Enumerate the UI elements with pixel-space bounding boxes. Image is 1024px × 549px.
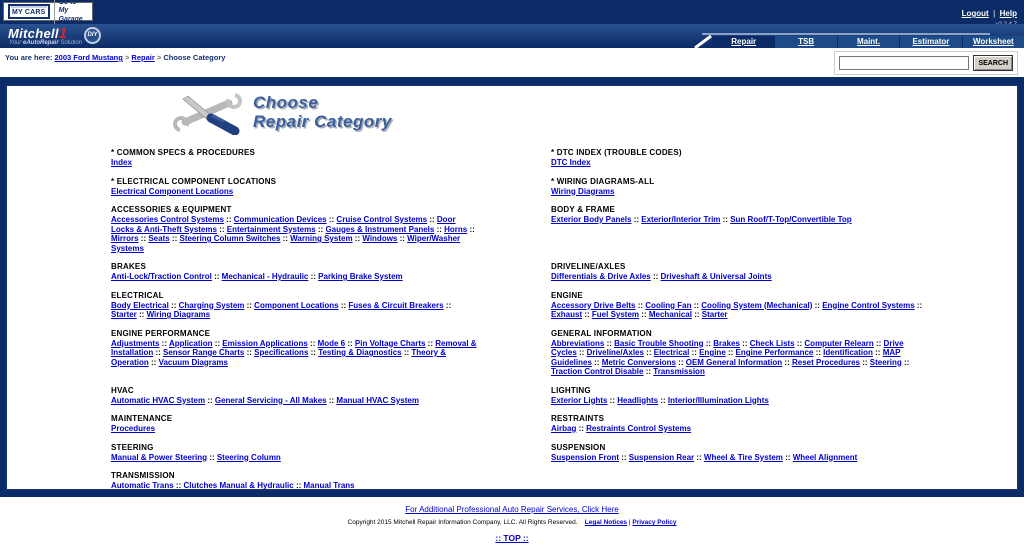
breadcrumb-current: Choose Category bbox=[163, 53, 226, 62]
category-link[interactable]: Specifications bbox=[254, 348, 309, 357]
category-cell bbox=[111, 471, 479, 491]
mitchell1-logo: Mitchell1 bbox=[8, 25, 68, 42]
link-separator: :: bbox=[901, 357, 910, 367]
category-link[interactable]: Door Locks & Anti-Theft Systems bbox=[111, 215, 456, 234]
category-link[interactable]: Accessories Control Systems bbox=[111, 215, 224, 224]
link-separator: :: bbox=[860, 357, 870, 367]
category-link[interactable]: Differentials & Drive Axles bbox=[551, 272, 651, 281]
category-table bbox=[111, 148, 1017, 491]
category-cell bbox=[551, 262, 923, 282]
category-link[interactable]: Exhaust bbox=[551, 310, 583, 319]
link-separator: :: bbox=[138, 234, 149, 243]
category-cell bbox=[551, 205, 923, 253]
session-divider: | bbox=[993, 9, 996, 18]
category-link[interactable]: Manual HVAC System bbox=[336, 395, 419, 405]
link-separator: :: bbox=[169, 234, 180, 243]
link-separator: :: bbox=[691, 310, 702, 319]
tab-tsb[interactable]: TSB bbox=[774, 36, 836, 48]
link-separator: :: bbox=[812, 300, 823, 310]
category-heading: ELECTRICAL bbox=[111, 290, 164, 300]
category-link[interactable]: Starter bbox=[701, 310, 728, 319]
category-link[interactable]: Wiring Diagrams bbox=[146, 310, 211, 319]
tab-estimator[interactable]: Estimator bbox=[899, 36, 961, 48]
category-heading: LIGHTING bbox=[551, 385, 591, 395]
category-links bbox=[551, 301, 923, 320]
category-cell bbox=[551, 177, 923, 197]
my-garage-button[interactable] bbox=[3, 2, 93, 21]
category-links bbox=[111, 301, 479, 320]
category-cell bbox=[111, 291, 479, 320]
link-separator: :: bbox=[914, 300, 923, 310]
category-link[interactable]: Transmission bbox=[653, 367, 705, 376]
category-link[interactable]: Headlights bbox=[617, 395, 659, 405]
category-link[interactable]: Reset Procedures bbox=[791, 357, 860, 367]
go-to-garage-label: Go to My Garage bbox=[54, 0, 88, 24]
category-link[interactable]: Suspension Front bbox=[551, 452, 619, 462]
link-separator: :: bbox=[794, 338, 805, 348]
my-cars-plate-icon: MY CARS bbox=[8, 4, 50, 19]
category-heading: STEERING bbox=[111, 442, 154, 452]
category-heading: ENGINE bbox=[551, 290, 583, 300]
category-row bbox=[111, 177, 1017, 206]
category-link[interactable]: Wheel Alignment bbox=[792, 452, 858, 462]
breadcrumb-strip bbox=[0, 48, 1024, 77]
category-link[interactable]: Anti-Lock/Traction Control bbox=[111, 272, 212, 281]
link-separator: :: bbox=[280, 234, 291, 243]
link-separator: :: bbox=[397, 234, 408, 243]
category-cell bbox=[551, 329, 923, 377]
link-separator: :: bbox=[576, 348, 587, 357]
category-links bbox=[111, 339, 479, 368]
category-link[interactable]: Wiring Diagrams bbox=[551, 186, 615, 196]
link-separator: :: bbox=[425, 338, 436, 348]
category-link[interactable]: Fuel System bbox=[591, 310, 640, 319]
link-separator: :: bbox=[326, 395, 337, 405]
category-heading: TRANSMISSION bbox=[111, 471, 175, 480]
category-cell bbox=[551, 386, 923, 406]
link-separator: :: bbox=[159, 338, 169, 348]
category-links bbox=[551, 339, 923, 377]
category-heading: * COMMON SPECS & PROCEDURES bbox=[111, 148, 256, 157]
link-separator: :: bbox=[607, 395, 618, 405]
category-links bbox=[551, 424, 923, 434]
category-link[interactable]: Testing & Diagnostics bbox=[318, 348, 402, 357]
category-link[interactable]: Clutches Manual & Hydraulic bbox=[183, 481, 294, 490]
category-links bbox=[551, 158, 923, 168]
link-separator: :: bbox=[153, 348, 164, 357]
tools-icon bbox=[173, 91, 243, 135]
category-row bbox=[111, 291, 1017, 329]
link-separator: :: bbox=[720, 215, 731, 224]
category-link[interactable]: Warning System bbox=[290, 234, 353, 243]
category-row bbox=[111, 205, 1017, 262]
link-separator: :: bbox=[643, 367, 654, 376]
category-heading: * DTC INDEX (TROUBLE CODES) bbox=[551, 148, 682, 157]
top-anchor-link[interactable]: :: TOP :: bbox=[495, 533, 529, 543]
category-heading: SUSPENSION bbox=[551, 442, 606, 452]
professional-services-link[interactable]: For Additional Professional Auto Repair Services, Click Here bbox=[405, 505, 619, 514]
link-separator: :: bbox=[168, 300, 179, 310]
search-button[interactable]: SEARCH bbox=[973, 55, 1013, 71]
link-separator: :: bbox=[813, 348, 824, 357]
category-link[interactable]: Wheel & Tire System bbox=[703, 452, 783, 462]
link-separator: :: bbox=[658, 395, 668, 405]
link-separator: :: bbox=[401, 348, 412, 357]
breadcrumb-prefix: You are here: bbox=[5, 53, 53, 62]
category-link[interactable]: Sun Roof/T-Top/Convertible Top bbox=[730, 215, 852, 224]
category-links bbox=[111, 215, 479, 253]
category-link[interactable]: Mechanical bbox=[648, 310, 692, 319]
category-cell bbox=[551, 414, 923, 434]
category-links bbox=[111, 272, 479, 282]
category-link[interactable]: Parking Brake System bbox=[318, 272, 403, 281]
link-separator: :: bbox=[782, 452, 793, 462]
category-cell bbox=[111, 177, 479, 197]
logo-one: 1 bbox=[58, 25, 68, 42]
link-separator: :: bbox=[782, 357, 792, 367]
title-banner bbox=[7, 86, 1017, 136]
category-cell bbox=[111, 205, 479, 253]
category-link[interactable]: Starter bbox=[111, 310, 137, 319]
category-link[interactable]: Mechanical - Hydraulic bbox=[221, 272, 309, 281]
category-links bbox=[111, 158, 479, 168]
link-separator: :: bbox=[739, 338, 750, 348]
link-separator: :: bbox=[576, 424, 587, 433]
link-separator: :: bbox=[148, 357, 159, 367]
link-separator: :: bbox=[631, 215, 642, 224]
category-links bbox=[111, 424, 479, 434]
tab-repair[interactable]: Repair bbox=[712, 36, 774, 48]
category-cell bbox=[111, 414, 479, 434]
category-link[interactable]: Suspension Rear bbox=[628, 452, 695, 462]
category-link[interactable]: Driveshaft & Universal Joints bbox=[660, 272, 772, 281]
category-link[interactable]: Component Locations bbox=[254, 300, 339, 310]
category-link[interactable]: Restraints Control Systems bbox=[586, 424, 692, 433]
category-heading: GENERAL INFORMATION bbox=[551, 328, 652, 338]
category-link[interactable]: Theory & Operation bbox=[111, 348, 447, 367]
tab-slash-decoration bbox=[694, 35, 712, 49]
category-link[interactable]: Airbag bbox=[551, 424, 577, 433]
breadcrumb-separator: > bbox=[156, 53, 162, 62]
link-separator: :: bbox=[136, 310, 147, 319]
link-separator: :: bbox=[639, 310, 649, 319]
category-heading: ENGINE PERFORMANCE bbox=[111, 328, 211, 338]
category-link[interactable]: Exterior/Interior Trim bbox=[641, 215, 721, 224]
link-separator: :: bbox=[434, 224, 445, 234]
category-heading: DRIVELINE/AXLES bbox=[551, 262, 626, 271]
link-separator: :: bbox=[689, 348, 700, 357]
link-separator: :: bbox=[211, 272, 222, 281]
help-link[interactable]: Help bbox=[999, 9, 1017, 18]
category-heading: HVAC bbox=[111, 385, 134, 395]
category-link[interactable]: Exterior Body Panels bbox=[551, 215, 632, 224]
category-link[interactable]: Mode 6 bbox=[317, 338, 346, 348]
category-cell bbox=[111, 148, 479, 168]
category-links bbox=[111, 396, 479, 406]
category-cell bbox=[111, 329, 479, 377]
link-separator: :: bbox=[582, 310, 592, 319]
category-link[interactable]: Manual Trans bbox=[303, 481, 355, 490]
category-link[interactable]: Automatic HVAC System bbox=[111, 395, 206, 405]
category-link[interactable]: DTC Index bbox=[551, 158, 591, 167]
category-link[interactable]: Cooling Fan bbox=[645, 300, 692, 310]
link-separator: :: bbox=[307, 338, 318, 348]
category-link[interactable]: Traction Control Disable bbox=[551, 367, 644, 376]
category-link[interactable]: Removal & Installation bbox=[111, 338, 477, 357]
link-separator: :: bbox=[591, 357, 602, 367]
category-link[interactable]: Horns bbox=[444, 224, 468, 234]
category-link[interactable]: Engine Control Systems bbox=[822, 300, 915, 310]
category-heading: BODY & FRAME bbox=[551, 205, 616, 214]
link-separator: :: bbox=[619, 452, 629, 462]
link-separator: :: bbox=[725, 348, 736, 357]
link-separator: :: bbox=[650, 272, 661, 281]
link-separator: :: bbox=[308, 348, 319, 357]
category-link[interactable]: Electrical Component Locations bbox=[111, 186, 234, 196]
link-separator: :: bbox=[427, 215, 437, 224]
link-separator: :: bbox=[643, 348, 654, 357]
category-row bbox=[111, 148, 1017, 177]
category-row bbox=[111, 471, 1017, 491]
link-separator: :: bbox=[223, 215, 234, 224]
category-heading: * WIRING DIAGRAMS-ALL bbox=[551, 176, 655, 186]
breadcrumb bbox=[5, 53, 225, 62]
category-link[interactable]: General Servicing - All Makes bbox=[214, 395, 327, 405]
category-link[interactable]: Engine bbox=[699, 348, 726, 357]
link-separator: :: bbox=[691, 300, 702, 310]
category-link[interactable]: Pin Voltage Charts bbox=[354, 338, 426, 348]
tab-maint[interactable]: Maint. bbox=[837, 36, 899, 48]
category-cell bbox=[551, 291, 923, 320]
link-separator: :: bbox=[308, 272, 319, 281]
link-separator: :: bbox=[244, 300, 255, 310]
category-link[interactable]: Entertainment Systems bbox=[226, 224, 316, 234]
category-link[interactable]: Windows bbox=[362, 234, 398, 243]
category-row bbox=[111, 386, 1017, 415]
category-link[interactable]: Identification bbox=[823, 348, 873, 357]
link-separator: :: bbox=[173, 481, 184, 490]
category-links bbox=[551, 396, 923, 406]
category-heading: * ELECTRICAL COMPONENT LOCATIONS bbox=[111, 176, 277, 186]
link-separator: :: bbox=[675, 357, 686, 367]
link-separator: :: bbox=[443, 300, 452, 310]
link-separator: :: bbox=[467, 224, 475, 234]
link-separator: :: bbox=[873, 338, 884, 348]
link-separator: :: bbox=[703, 338, 714, 348]
category-link[interactable]: Adjustments bbox=[111, 338, 160, 348]
page-background bbox=[0, 77, 1024, 543]
category-link[interactable]: Steering Column bbox=[216, 452, 281, 462]
logout-link[interactable]: Logout bbox=[961, 9, 989, 18]
link-separator: :: bbox=[205, 395, 215, 405]
page-title bbox=[253, 91, 392, 131]
tab-worksheet[interactable]: Worksheet bbox=[962, 36, 1024, 48]
category-link[interactable]: OEM General Information bbox=[685, 357, 783, 367]
category-link[interactable]: Computer Relearn bbox=[804, 338, 874, 348]
category-cell bbox=[111, 443, 479, 463]
link-separator: :: bbox=[244, 348, 255, 357]
category-link[interactable]: Charging System bbox=[178, 300, 245, 310]
category-link[interactable]: Engine Performance bbox=[735, 348, 814, 357]
category-link[interactable]: Brakes bbox=[713, 338, 740, 348]
category-link[interactable]: Drive Cycles bbox=[551, 338, 904, 357]
category-link[interactable]: Exterior Lights bbox=[551, 395, 608, 405]
footer-divider: | bbox=[628, 519, 631, 526]
category-cell bbox=[551, 471, 923, 491]
category-link[interactable]: Steering bbox=[869, 357, 902, 367]
category-link[interactable]: Procedures bbox=[111, 424, 156, 433]
category-cell bbox=[551, 148, 923, 168]
link-separator: :: bbox=[345, 338, 355, 348]
category-link[interactable]: Fuses & Circuit Breakers bbox=[348, 300, 444, 310]
footer bbox=[0, 497, 1024, 549]
link-separator: :: bbox=[315, 224, 326, 234]
category-links bbox=[551, 453, 923, 463]
link-separator: :: bbox=[216, 224, 227, 234]
link-separator: :: bbox=[604, 338, 615, 348]
category-link[interactable]: Index bbox=[111, 158, 132, 167]
category-link[interactable]: Body Electrical bbox=[111, 300, 169, 310]
category-link[interactable]: Wiper/Washer Systems bbox=[111, 234, 461, 253]
link-separator: :: bbox=[872, 348, 883, 357]
category-link[interactable]: MAP Guidelines bbox=[551, 348, 901, 367]
category-link[interactable]: Mirrors bbox=[111, 234, 139, 243]
page-title-line1: Choose bbox=[253, 93, 319, 112]
category-link[interactable]: Gauges & Instrument Panels bbox=[325, 224, 435, 234]
category-link[interactable]: Sensor Range Charts bbox=[163, 348, 245, 357]
category-link[interactable]: Vacuum Diagrams bbox=[158, 357, 228, 367]
link-separator: :: bbox=[293, 481, 304, 490]
category-heading: ACCESSORIES & EQUIPMENT bbox=[111, 205, 232, 214]
top-bar bbox=[0, 0, 1024, 24]
category-heading: RESTRAINTS bbox=[551, 414, 605, 423]
copyright-line bbox=[0, 519, 1024, 526]
category-links bbox=[111, 481, 479, 491]
category-cell bbox=[551, 443, 923, 463]
category-link[interactable]: Driveline/Axles bbox=[586, 348, 644, 357]
tab-bar bbox=[712, 36, 1024, 48]
link-separator: :: bbox=[352, 234, 363, 243]
category-link[interactable]: Cooling System (Mechanical) bbox=[701, 300, 813, 310]
breadcrumb-separator: > bbox=[124, 53, 130, 62]
category-link[interactable]: Seats bbox=[148, 234, 170, 243]
category-row bbox=[111, 329, 1017, 386]
link-separator: :: bbox=[694, 452, 704, 462]
link-separator: :: bbox=[212, 338, 223, 348]
brand-tagline: Your eAutoRepair Solution bbox=[9, 40, 83, 46]
breadcrumb-repair-link[interactable]: Repair bbox=[131, 53, 155, 62]
category-link[interactable]: Manual & Power Steering bbox=[111, 452, 208, 462]
category-link[interactable]: Metric Conversions bbox=[601, 357, 676, 367]
link-separator: :: bbox=[326, 215, 337, 224]
category-link[interactable]: Electrical bbox=[653, 348, 690, 357]
page-title-line2: Repair Category bbox=[253, 112, 392, 131]
category-link[interactable]: Check Lists bbox=[749, 338, 795, 348]
tab-accent-line bbox=[702, 33, 990, 35]
category-links bbox=[551, 215, 923, 225]
link-separator: :: bbox=[338, 300, 349, 310]
content-box bbox=[5, 84, 1019, 491]
category-cell bbox=[111, 386, 479, 406]
category-links bbox=[551, 272, 923, 282]
category-row bbox=[111, 443, 1017, 472]
category-link[interactable]: Communication Devices bbox=[233, 215, 327, 224]
search-input[interactable] bbox=[839, 56, 969, 70]
category-link[interactable]: Emission Applications bbox=[222, 338, 308, 348]
category-link[interactable]: Accessory Drive Belts bbox=[551, 300, 636, 310]
category-links bbox=[111, 187, 479, 197]
privacy-policy-link[interactable]: Privacy Policy bbox=[632, 519, 677, 526]
category-heading: MAINTENANCE bbox=[111, 414, 173, 423]
diy-badge-icon: DIY bbox=[84, 27, 101, 44]
category-row bbox=[111, 414, 1017, 443]
category-link[interactable]: Abbreviations bbox=[551, 338, 605, 348]
link-separator: :: bbox=[207, 452, 217, 462]
category-heading: BRAKES bbox=[111, 262, 146, 271]
category-link[interactable]: Steering Column Switches bbox=[179, 234, 281, 243]
link-separator: :: bbox=[635, 300, 646, 310]
category-link[interactable]: Automatic Trans bbox=[111, 481, 174, 490]
category-link[interactable]: Application bbox=[168, 338, 213, 348]
category-row bbox=[111, 262, 1017, 291]
copyright-text: Copyright 2015 Mitchell Repair Information Company, LLC. All Rights Reserved. bbox=[347, 519, 578, 526]
breadcrumb-vehicle-link[interactable]: 2003 Ford Mustang bbox=[54, 53, 123, 62]
search-box bbox=[834, 51, 1018, 75]
category-link[interactable]: Cruise Control Systems bbox=[336, 215, 428, 224]
category-cell bbox=[111, 262, 479, 282]
category-links bbox=[551, 187, 923, 197]
legal-notices-link[interactable]: Legal Notices bbox=[584, 519, 628, 526]
category-link[interactable]: Interior/Illumination Lights bbox=[667, 395, 769, 405]
category-link[interactable]: Basic Trouble Shooting bbox=[614, 338, 704, 348]
category-links bbox=[111, 453, 479, 463]
